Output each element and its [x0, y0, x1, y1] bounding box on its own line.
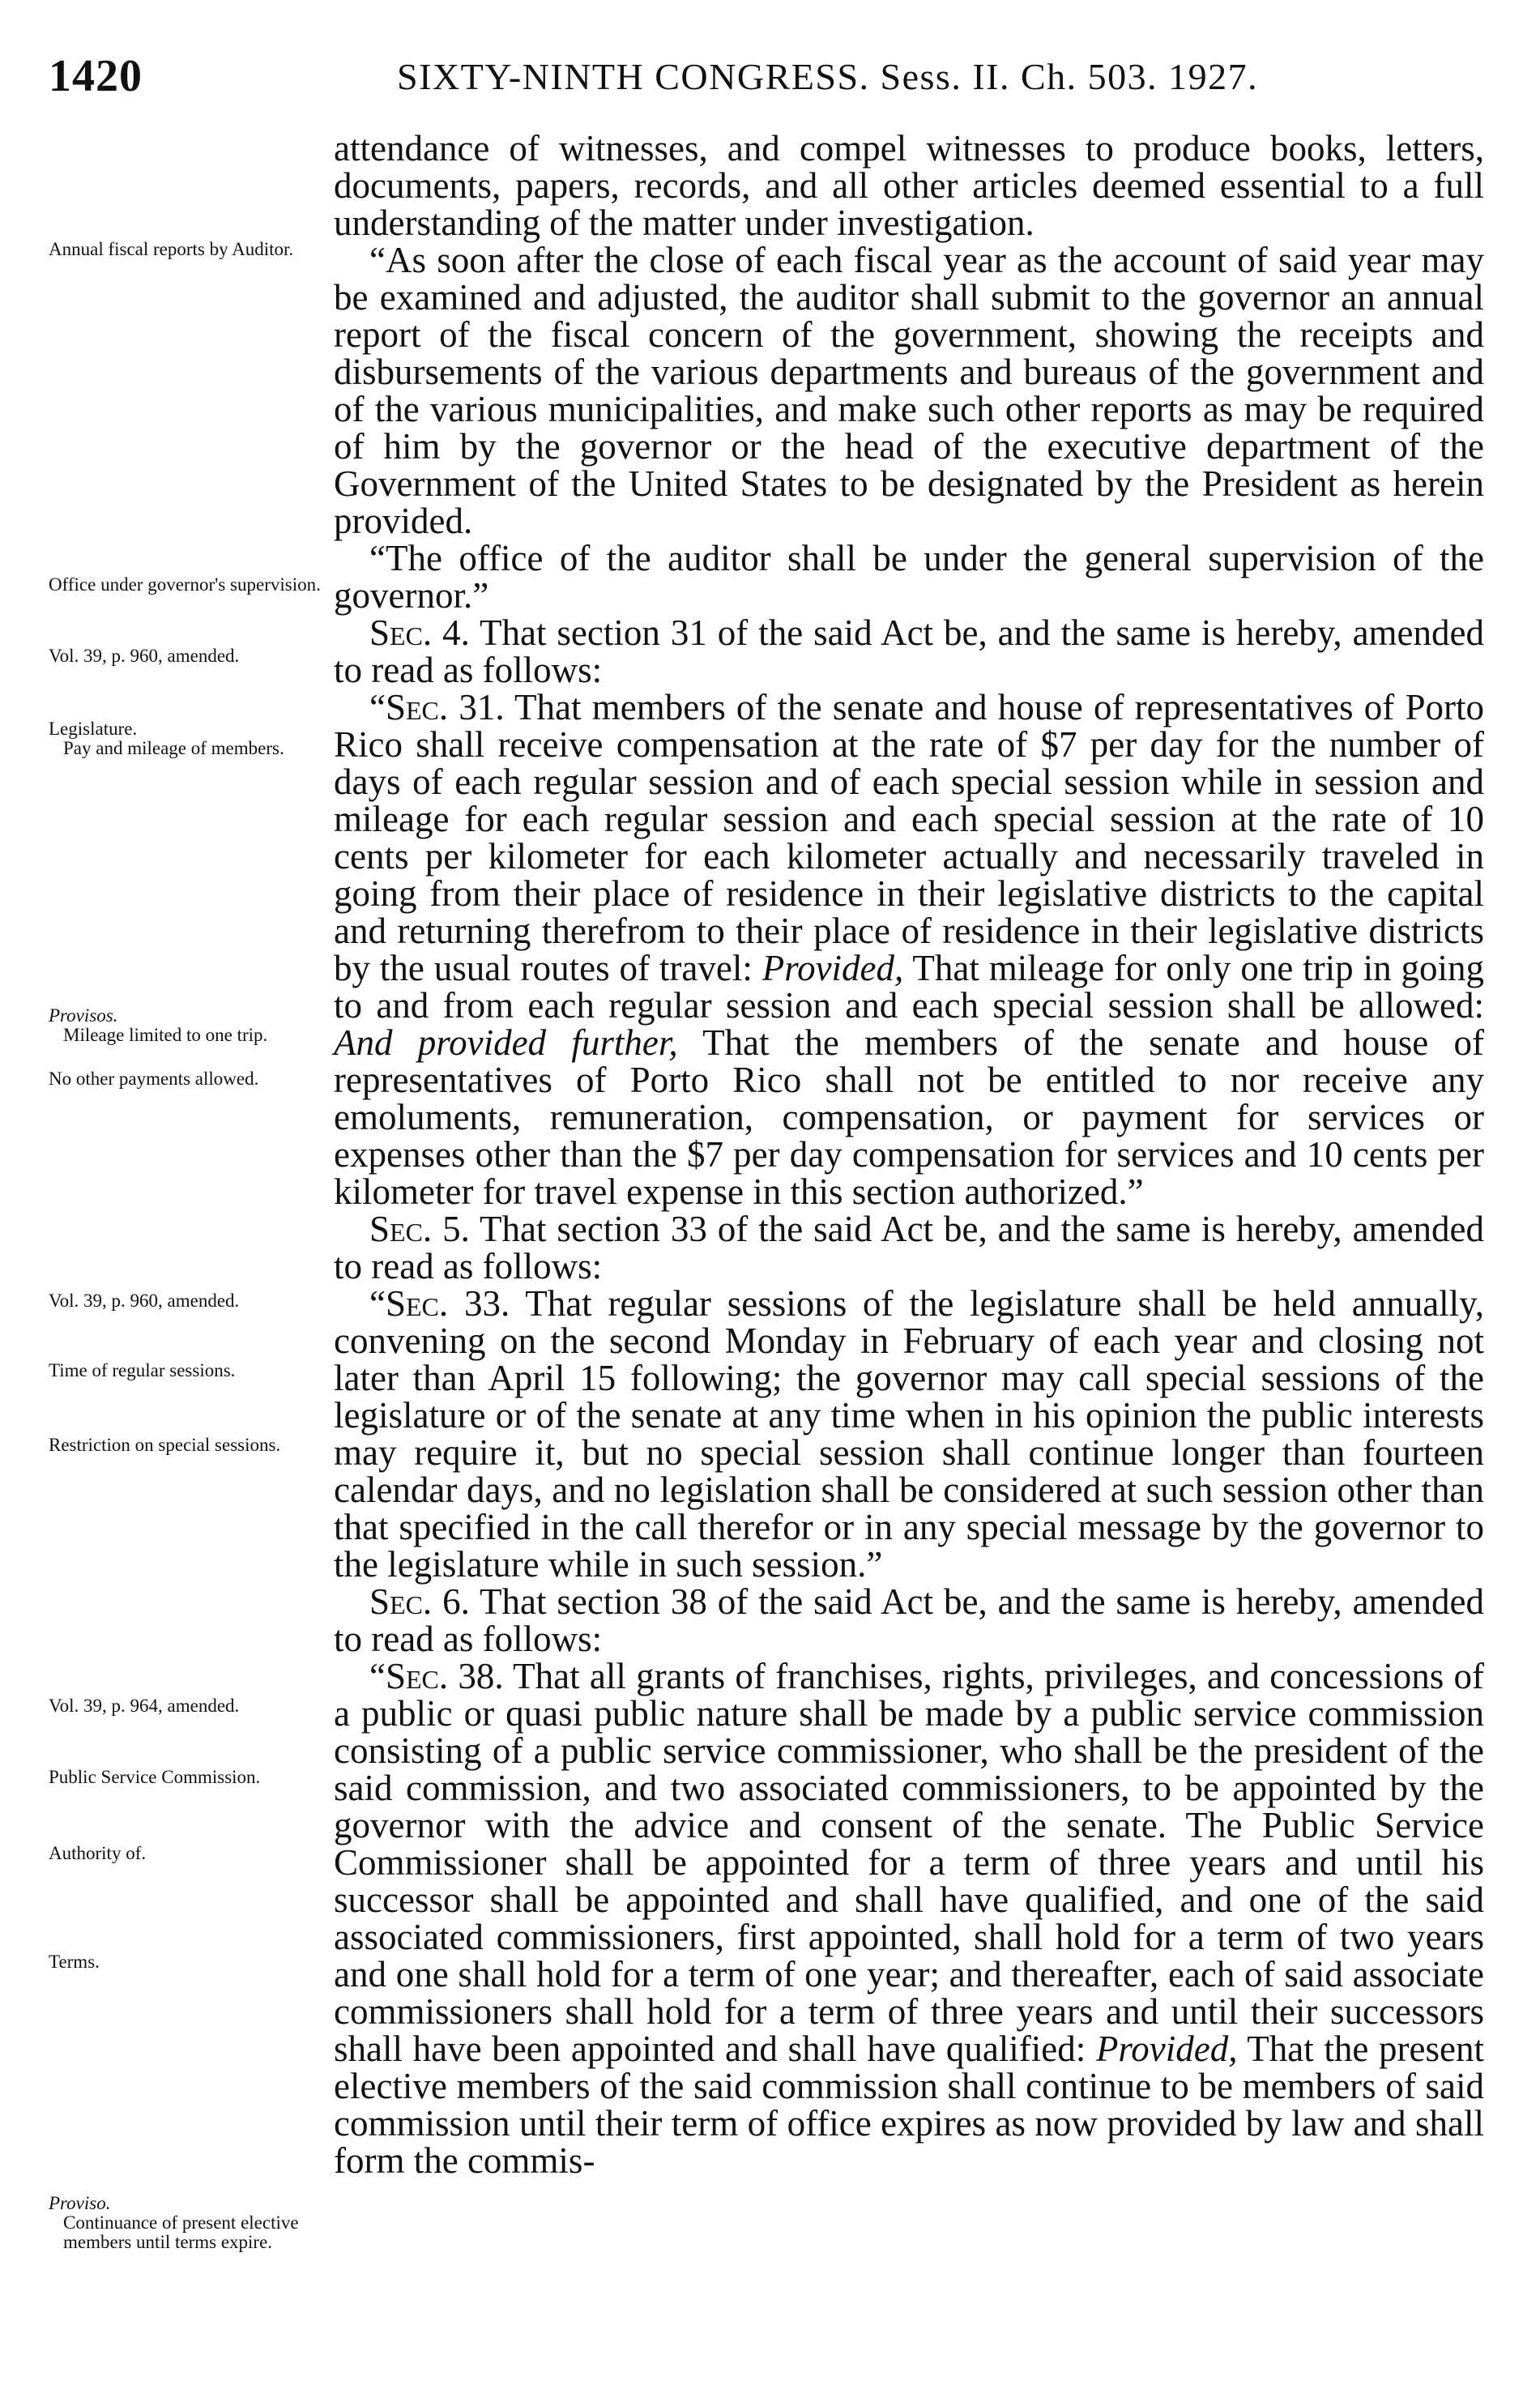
margin-note: Terms. — [49, 1952, 100, 1972]
margin-note-heading: Legislature. — [49, 719, 138, 739]
proviso-label: Provided, — [761, 948, 904, 988]
paragraph — [334, 1210, 1484, 1285]
section-label: Sec. 6. — [369, 1581, 470, 1622]
paragraph-text: That section 38 of the said Act be, and the same is hereby, amended to read as follows: — [334, 1581, 1484, 1659]
margin-note: Time of regular sessions. — [49, 1360, 236, 1380]
margin-note: Restriction on special sessions. — [49, 1435, 281, 1455]
open-quote: “ — [369, 1283, 386, 1324]
margin-note: Office under governor's supervision. — [49, 574, 321, 595]
page-number: 1420 — [49, 51, 143, 101]
margin-note: Vol. 39, p. 964, amended. — [49, 1696, 240, 1716]
paragraph-text: That members of the senate and house of representatives of Porto Rico shall receive compensation at the rate of $7 per day for the number of days of each regular session and of each special session while in session and mileage for each regular session and each special session at the rate of 10 cents per kilometer for each kilometer actually and necessarily traveled in going from their place of residence in their legislative districts to the capital and returning therefrom to their place of residence in their legislative districts by the usual routes of travel: — [334, 687, 1484, 988]
paragraph — [334, 1285, 1484, 1583]
open-quote: “ — [369, 687, 386, 727]
paragraph — [334, 1583, 1484, 1658]
margin-note: Authority of. — [49, 1843, 147, 1863]
margin-note: Vol. 39, p. 960, amended. — [49, 1291, 240, 1311]
paragraph-text: That all grants of franchises, rights, privileges, and concessions of a public or quasi public nature shall be made by a public service commission consisting of a public service commissioner, who shall be the president of the said commission, and two associated commissioners, to be appointed by the governor with the advice and consent of the senate. The Public Service Commissioner shall be appointed for a term of three years and until his successor shall be appointed and shall have qualified, and one of the said associated commissioners, first appointed, shall hold for a term of two years and one shall hold for a term of one year; and thereafter, each of said associate commissioners shall hold for a term of three years and until their successors shall have been appointed and shall have qualified: — [334, 1656, 1484, 2069]
paragraph: “The office of the auditor shall be under the general supervision of the governor.” — [334, 538, 1484, 616]
margin-note — [49, 2194, 324, 2252]
paragraph — [334, 614, 1484, 689]
paragraph-text: That the present elective members of the said commission shall continue to be members of said commission until their term of office expires as now provided by law and shall form the commis- — [334, 2029, 1485, 2181]
open-quote: “ — [369, 1656, 386, 1696]
margin-note — [49, 719, 324, 758]
margin-note-sub: Continuance of present elective members until terms expire. — [63, 2212, 299, 2252]
margin-note: Annual fiscal reports by Auditor. — [49, 239, 294, 259]
paragraph-text: That section 31 of the said Act be, and the same is hereby, amended to read as follows: — [334, 612, 1484, 690]
paragraph-text: That mileage for only one trip in going to and from each regular session and each special session shall be allowed: — [334, 948, 1484, 1026]
proviso-label: Provided, — [1095, 2029, 1238, 2069]
margin-note-sub: Mileage limited to one trip. — [63, 1025, 268, 1045]
paragraph: attendance of witnesses, and compel witnesses to produce books, letters, documents, papers, records, and all other articles deemed essential to a full understanding of the matter under investigation. — [334, 128, 1484, 243]
margin-note: No other payments allowed. — [49, 1069, 259, 1089]
page-header — [49, 50, 1491, 107]
body-text — [334, 130, 1484, 2179]
margin-note-heading: Proviso. — [49, 2193, 111, 2213]
margin-note-heading: Provisos. — [49, 1005, 118, 1026]
section-label: Sec. 31. — [385, 687, 505, 727]
paragraph: “As soon after the close of each fiscal year as the account of said year may be examined and adjusted, the auditor shall submit to the governor an annual report of the fiscal concern of the government, showing the receipts and disbursements of the various departments and bureaus of the government and of the various municipalities, and make such other reports as may be required of him by the governor or the head of the executive department of the Government of the United States to be designated by the President as herein provided. — [334, 240, 1484, 541]
section-label: Sec. 33. — [385, 1283, 510, 1324]
section-label: Sec. 4. — [369, 612, 470, 653]
margin-note: Public Service Commission. — [49, 1767, 261, 1787]
running-head: SIXTY-NINTH CONGRESS. Sess. II. Ch. 503. 1927. — [397, 56, 1259, 97]
section-label: Sec. 5. — [369, 1209, 470, 1249]
paragraph-text: That the members of the senate and house of representatives of Porto Rico shall not be entitled to nor receive any emoluments, remuneration, compensation, or payment for services or expenses other than the $7 per day compensation for services and 10 cents per kilometer for travel expense in this section authorized.” — [334, 1022, 1485, 1212]
paragraph-text: That regular sessions of the legislature shall be held annually, convening on the second Monday in February of each year and closing not later than April 15 following; the governor may call special sessions of the legislature or of the senate at any time when in his opinion the public interests may require it, but no special session shall continue longer than fourteen calendar days, and no legislation shall be considered at such session other than that specified in the call therefor or in any special message by the governor to the legislature while in such session.” — [334, 1283, 1485, 1585]
proviso-label: And provided further, — [334, 1022, 678, 1063]
margin-note — [49, 1006, 324, 1045]
paragraph-text: That section 33 of the said Act be, and the same is hereby, amended to read as follows: — [334, 1209, 1484, 1286]
paragraph — [334, 689, 1484, 1210]
margin-note: Vol. 39, p. 960, amended. — [49, 646, 240, 666]
margin-note-sub: Pay and mileage of members. — [63, 738, 284, 758]
paragraph — [334, 1658, 1484, 2179]
section-label: Sec. 38. — [385, 1656, 504, 1696]
